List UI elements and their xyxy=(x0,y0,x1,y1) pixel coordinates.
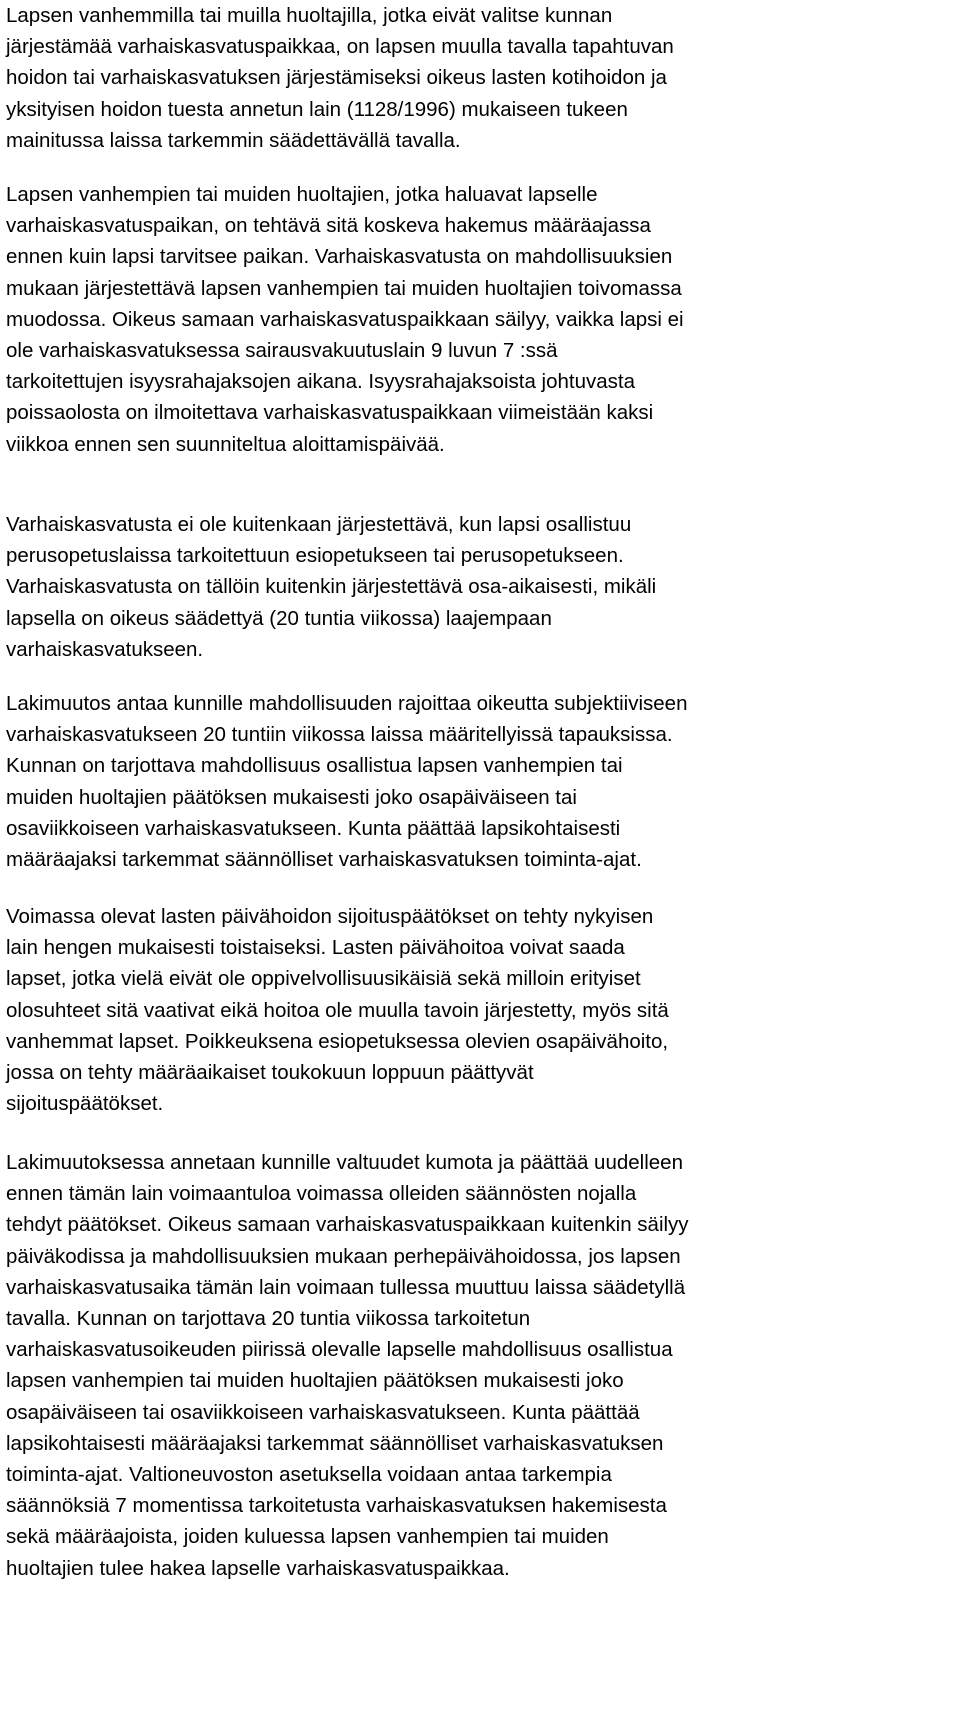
text-line: Lakimuutos antaa kunnille mahdollisuuden rajoittaa oikeutta subjektiiviseen xyxy=(6,692,688,715)
text-line: toiminta-ajat. Valtioneuvoston asetuksella voidaan antaa tarkempia xyxy=(6,1463,612,1487)
text-line: varhaiskasvatusaika tämän lain voimaan tullessa muuttuu laissa säädetyllä xyxy=(6,1275,686,1299)
text-line: mukaan järjestettävä lapsen vanhempien tai muiden huoltajien toivomassa xyxy=(6,276,682,300)
text-line: säännöksiä 7 momentissa tarkoitetusta varhaiskasvatuksen hakemisesta xyxy=(6,1494,667,1518)
paragraph-home-care-support xyxy=(6,0,674,156)
text-line: muiden huoltajien päätöksen mukaisesti joko osapäiväiseen tai xyxy=(6,785,577,809)
text-line: perusopetuslaissa tarkoitettuun esiopetukseen tai perusopetukseen. xyxy=(6,544,624,568)
text-line: jossa on tehty määräaikaiset toukokuun loppuun päättyvät xyxy=(6,1061,534,1085)
text-line: Voimassa olevat lasten päivähoidon sijoituspäätökset on tehty nykyisen xyxy=(6,905,654,928)
text-line: Lakimuutoksessa annetaan kunnille valtuudet kumota ja päättää uudelleen xyxy=(6,1151,683,1174)
text-line: huoltajien tulee hakea lapselle varhaiskasvatuspaikkaa. xyxy=(6,1556,510,1580)
text-line: varhaiskasvatuspaikan, on tehtävä sitä koskeva hakemus määräajassa xyxy=(6,214,651,238)
text-line: päiväkodissa ja mahdollisuuksien mukaan perhepäivähoidossa, jos lapsen xyxy=(6,1244,681,1268)
text-line: osapäiväiseen tai osaviikkoiseen varhaiskasvatukseen. Kunta päättää xyxy=(6,1400,640,1424)
text-line: lain hengen mukaisesti toistaiseksi. Lasten päivähoitoa voivat saada xyxy=(6,936,625,960)
text-line: sekä määräajoista, joiden kuluessa lapsen vanhempien tai muiden xyxy=(6,1525,609,1549)
paragraph-preschool-exception xyxy=(6,509,656,665)
text-line: tavalla. Kunnan on tarjottava 20 tuntia viikossa tarkoitetun xyxy=(6,1307,531,1331)
text-line: hoidon tai varhaiskasvatuksen järjestämiseksi oikeus lasten kotihoidon ja xyxy=(6,66,667,90)
text-line: vanhemmat lapset. Poikkeuksena esiopetuksessa olevien osapäivähoito, xyxy=(6,1029,669,1053)
text-line: olosuhteet sitä vaativat eikä hoitoa ole muulla tavoin järjestetty, myös sitä xyxy=(6,998,669,1022)
text-line: varhaiskasvatukseen 20 tuntiin viikossa laissa määritellyissä tapauksissa. xyxy=(6,723,673,747)
text-line: määräajaksi tarkemmat säännölliset varhaiskasvatuksen toiminta-ajat. xyxy=(6,848,642,872)
text-line: tehdyt päätökset. Oikeus samaan varhaiskasvatuspaikkaan kuitenkin säilyy xyxy=(6,1213,689,1237)
paragraph-law-amendment xyxy=(6,688,687,875)
text-line: tarkoitettujen isyysrahajaksojen aikana. Isyysrahajaksoista johtuvasta xyxy=(6,370,635,394)
paragraph-application-deadline xyxy=(6,179,684,460)
text-line: Kunnan on tarjottava mahdollisuus osallistua lapsen vanhempien tai xyxy=(6,754,623,778)
text-line: muodossa. Oikeus samaan varhaiskasvatuspaikkaan säilyy, vaikka lapsi ei xyxy=(6,307,684,331)
text-line: yksityisen hoidon tuesta annetun lain (1128/1996) mukaiseen tukeen xyxy=(6,97,628,121)
text-line: lapsella on oikeus säädettyä (20 tuntia viikossa) laajempaan xyxy=(6,606,552,630)
text-line: osaviikkoiseen varhaiskasvatukseen. Kunta päättää lapsikohtaisesti xyxy=(6,816,621,840)
text-line: ennen kuin lapsi tarvitsee paikan. Varhaiskasvatusta on mahdollisuuksien xyxy=(6,245,673,269)
text-line: varhaiskasvatusoikeuden piirissä olevalle lapselle mahdollisuus osallistua xyxy=(6,1338,673,1362)
text-line: Lapsen vanhempien tai muiden huoltajien, jotka haluavat lapselle xyxy=(6,183,598,206)
text-line: lapsen vanhempien tai muiden huoltajien päätöksen mukaisesti joko xyxy=(6,1369,624,1393)
text-line: lapsikohtaisesti määräajaksi tarkemmat säännölliset varhaiskasvatuksen xyxy=(6,1431,664,1455)
text-line: Lapsen vanhemmilla tai muilla huoltajilla, jotka eivät valitse kunnan xyxy=(6,4,613,27)
text-line: varhaiskasvatukseen. xyxy=(6,637,204,661)
text-line: Varhaiskasvatusta ei ole kuitenkaan järjestettävä, kun lapsi osallistuu xyxy=(6,513,632,536)
paragraph-municipal-powers xyxy=(6,1147,689,1584)
paragraph-existing-placements xyxy=(6,901,669,1119)
text-line: lapset, jotka vielä eivät ole oppivelvollisuusikäisiä sekä milloin erityiset xyxy=(6,967,641,991)
text-line: sijoituspäätökset. xyxy=(6,1092,164,1116)
text-line: mainitussa laissa tarkemmin säädettävällä tavalla. xyxy=(6,128,461,152)
text-line: viikkoa ennen sen suunniteltua aloittamispäivää. xyxy=(6,432,445,456)
text-line: järjestämää varhaiskasvatuspaikkaa, on lapsen muulla tavalla tapahtuvan xyxy=(6,35,674,59)
text-line: ole varhaiskasvatuksessa sairausvakuutuslain 9 luvun 7 :ssä xyxy=(6,339,558,363)
text-line: poissaolosta on ilmoitettava varhaiskasvatuspaikkaan viimeistään kaksi xyxy=(6,401,654,425)
text-line: Varhaiskasvatusta on tällöin kuitenkin järjestettävä osa-aikaisesti, mikäli xyxy=(6,575,657,599)
text-line: ennen tämän lain voimaantuloa voimassa olleiden säännösten nojalla xyxy=(6,1182,637,1206)
